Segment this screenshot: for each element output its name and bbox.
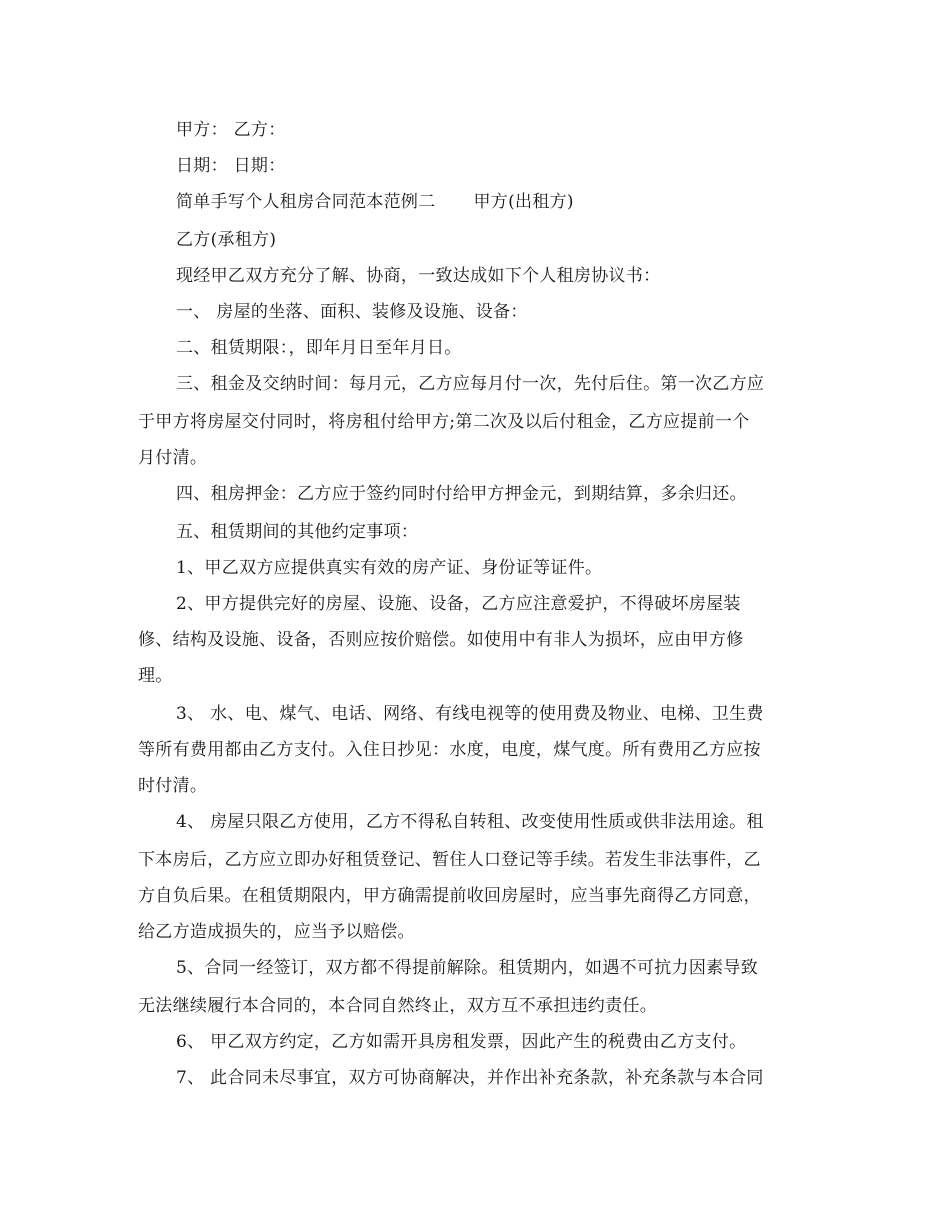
lessee-line xyxy=(176,230,856,250)
preamble-line xyxy=(176,266,856,286)
date-text: 日期： 日期： xyxy=(176,156,286,176)
item-text: 6、 甲乙双方约定，乙方如需开具房租发票，因此产生的税费由乙方支付。 xyxy=(176,1032,747,1052)
item-text: 给乙方造成损失的，应当予以赔偿。 xyxy=(138,922,415,942)
item-text: 修、结构及设施、设备，否则应按价赔偿。如使用中有非人为损坏，应由甲方修 xyxy=(138,630,744,650)
item-1-line xyxy=(176,558,856,578)
party-text: 甲方： 乙方： xyxy=(176,120,286,140)
item-4-line-1 xyxy=(176,812,856,832)
item-4-line-2 xyxy=(138,850,818,870)
item-3-line-1 xyxy=(176,704,856,724)
item-text: 7、 此合同未尽事宜，双方可协商解决，并作出补充条款，补充条款与本合同 xyxy=(176,1068,764,1088)
item-text: 无法继续履行本合同的，本合同自然终止，双方互不承担违约责任。 xyxy=(138,996,657,1016)
clause-text: 于甲方将房屋交付同时，将房租付给甲方;第二次及以后付租金，乙方应提前一个 xyxy=(138,412,750,432)
clause-4-line xyxy=(176,484,856,504)
clause-text: 月付清。 xyxy=(138,448,208,468)
date-line xyxy=(176,156,856,176)
item-2-line-1 xyxy=(176,594,856,614)
lessee-label: 乙方(承租方) xyxy=(176,230,277,250)
party-line xyxy=(176,120,856,140)
clause-text: 三、租金及交纳时间：每月元，乙方应每月付一次，先付后住。第一次乙方应 xyxy=(176,374,765,394)
item-2-line-3 xyxy=(138,666,818,686)
item-3-line-3 xyxy=(138,776,818,796)
item-text: 时付清。 xyxy=(138,776,208,796)
item-text: 等所有费用都由乙方支付。入住日抄见：水度，电度，煤气度。所有费用乙方应按 xyxy=(138,740,761,760)
item-5-line-2 xyxy=(138,996,818,1016)
clause-3-line-2 xyxy=(138,412,818,432)
item-2-line-2 xyxy=(138,630,818,650)
clause-text: 二、租赁期限：，即年月日至年月日。 xyxy=(176,338,462,358)
title-line xyxy=(176,192,856,212)
item-6-line xyxy=(176,1032,856,1052)
clause-1-heading xyxy=(176,302,856,322)
item-text: 方自负后果。在租赁期限内，甲方确需提前收回房屋时，应当事先商得乙方同意， xyxy=(138,886,761,906)
item-text: 5、合同一经签订，双方都不得提前解除。租赁期内，如遇不可抗力因素导致 xyxy=(176,958,759,978)
clause-2-heading xyxy=(176,338,856,358)
item-7-line-1 xyxy=(176,1068,856,1088)
preamble-text: 现经甲乙双方充分了解、协商，一致达成如下个人租房协议书： xyxy=(176,266,661,286)
item-5-line-1 xyxy=(176,958,856,978)
clause-text: 五、租赁期间的其他约定事项： xyxy=(176,522,419,542)
item-3-line-2 xyxy=(138,740,818,760)
item-text: 3、 水、电、煤气、电话、网络、有线电视等的使用费及物业、电梯、卫生费 xyxy=(176,704,764,724)
item-text: 2、甲方提供完好的房屋、设施、设备，乙方应注意爱护，不得破坏房屋装 xyxy=(176,594,741,614)
item-text: 理。 xyxy=(138,666,173,686)
clause-text: 一、 房屋的坐落、面积、装修及设施、设备： xyxy=(176,302,528,322)
clause-3-line-3 xyxy=(138,448,818,468)
lessor-label: 甲方(出租方) xyxy=(473,192,574,212)
clause-5-heading xyxy=(176,522,856,542)
item-text: 1、甲乙双方应提供真实有效的房产证、身份证等证件。 xyxy=(176,558,603,578)
item-text: 4、 房屋只限乙方使用，乙方不得私自转租、改变使用性质或供非法用途。租 xyxy=(176,812,764,832)
item-4-line-4 xyxy=(138,922,818,942)
clause-text: 四、租房押金：乙方应于签约同时付给甲方押金元，到期结算，多余归还。 xyxy=(176,484,747,504)
document-title: 简单手写个人租房合同范本范例二 xyxy=(176,192,436,212)
item-4-line-3 xyxy=(138,886,818,906)
item-text: 下本房后，乙方应立即办好租赁登记、暂住人口登记等手续。若发生非法事件，乙 xyxy=(138,850,761,870)
clause-3-line-1 xyxy=(176,374,856,394)
